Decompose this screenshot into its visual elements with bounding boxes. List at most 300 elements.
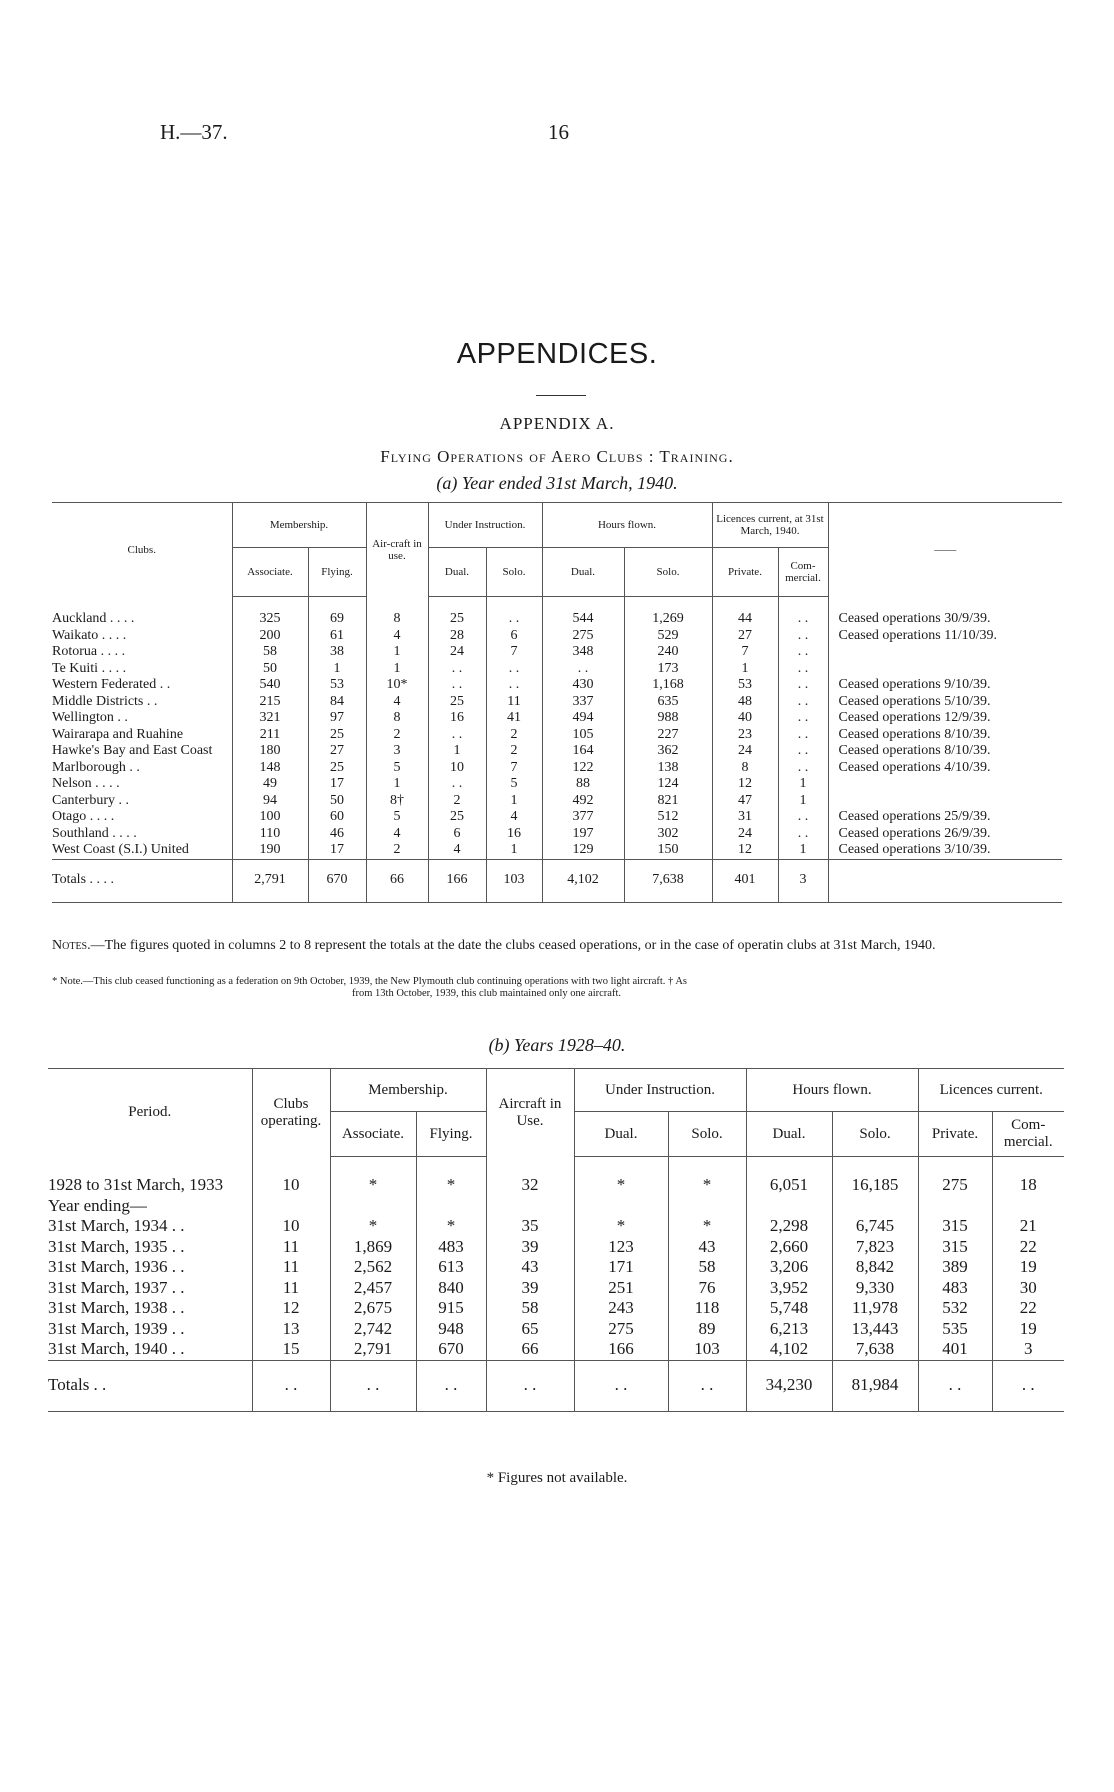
table-cell: 377: [542, 809, 624, 826]
table-cell: 1: [366, 644, 428, 661]
table-cell: 43: [486, 1257, 574, 1278]
table-cell: [416, 1196, 486, 1217]
table-cell: 1: [486, 842, 542, 859]
table-row: [48, 1237, 1064, 1258]
table-row: [52, 694, 1062, 711]
table-cell: 1: [778, 842, 828, 859]
table-cell: 3,952: [746, 1278, 832, 1299]
table-cell: 494: [542, 710, 624, 727]
table-cell: 401: [918, 1339, 992, 1360]
table-cell: . .: [428, 677, 486, 694]
table-cell: 315: [918, 1216, 992, 1237]
table-cell: 2,298: [746, 1216, 832, 1237]
col-under-instruction: Under Instruction.: [428, 503, 542, 548]
table-cell: 16: [428, 710, 486, 727]
table-cell: 30: [992, 1278, 1064, 1299]
table-cell: . .: [778, 628, 828, 645]
figures-note: * Figures not available.: [486, 1470, 628, 1486]
remarks-cell: Ceased operations 25/9/39.: [828, 809, 1062, 826]
table-row: [52, 842, 1062, 859]
table-cell: 39: [486, 1237, 574, 1258]
remarks-cell: Ceased operations 8/10/39.: [828, 727, 1062, 744]
table-cell: . .: [778, 743, 828, 760]
table-cell: *: [668, 1216, 746, 1237]
table-cell: 4: [486, 809, 542, 826]
remarks-cell: [828, 776, 1062, 793]
table-cell: 35: [486, 1216, 574, 1237]
row-label: Wairarapa and Ruahine: [52, 726, 184, 742]
row-label: Canterbury . .: [52, 792, 129, 808]
remarks-cell: [828, 644, 1062, 661]
table-cell: 38: [308, 644, 366, 661]
table-cell: 171: [574, 1257, 668, 1278]
row-label: Wellington . .: [52, 710, 128, 725]
table-cell: 124: [624, 776, 712, 793]
table-cell: 8: [366, 710, 428, 727]
table-cell: . .: [574, 1360, 668, 1411]
table-cell: 8: [712, 760, 778, 777]
table-cell: 215: [232, 694, 308, 711]
table-cell: 41: [486, 710, 542, 727]
table-cell: 32: [486, 1157, 574, 1196]
table-cell: 670: [416, 1339, 486, 1360]
table-cell: 25: [428, 809, 486, 826]
remarks-cell: [828, 793, 1062, 810]
notes-label: Notes.: [52, 938, 91, 953]
table-cell: 6,213: [746, 1319, 832, 1340]
table-cell: 69: [308, 597, 366, 628]
table-row: [52, 760, 1062, 777]
table-row: [48, 1278, 1064, 1299]
table-cell: 1: [428, 743, 486, 760]
table-cell: 31: [712, 809, 778, 826]
appendix-label: APPENDIX A.: [499, 414, 615, 433]
table-cell: 24: [712, 826, 778, 843]
table-cell: . .: [486, 677, 542, 694]
table-cell: 8†: [366, 793, 428, 810]
table-cell: 88: [542, 776, 624, 793]
table-cell: 18: [992, 1157, 1064, 1196]
table-row: [48, 1339, 1064, 1360]
col-membership: Membership.: [232, 503, 366, 548]
table-cell: . .: [486, 661, 542, 678]
row-label: Nelson . . . .: [52, 776, 120, 791]
table-cell: 7: [712, 644, 778, 661]
table-cell: 5: [486, 776, 542, 793]
col-hours-solo: Solo.: [624, 548, 712, 597]
table-cell: 44: [712, 597, 778, 628]
table-cell: *: [574, 1157, 668, 1196]
table-a-body: [52, 597, 1062, 903]
table-cell: 22: [992, 1237, 1064, 1258]
table-cell: 24: [428, 644, 486, 661]
table-cell: . .: [778, 644, 828, 661]
table-row: [48, 1157, 1064, 1196]
table-cell: 19: [992, 1257, 1064, 1278]
table-row: [52, 809, 1062, 826]
table-cell: 25: [308, 727, 366, 744]
table-cell: 821: [624, 793, 712, 810]
table-cell: 25: [308, 760, 366, 777]
table-cell: 2,660: [746, 1237, 832, 1258]
table-cell: 3: [366, 743, 428, 760]
table-cell: 2: [428, 793, 486, 810]
col-commercial: Com-mercial.: [778, 548, 828, 597]
col-period: Period.: [48, 1069, 252, 1157]
table-cell: 53: [712, 677, 778, 694]
row-label: 31st March, 1940 . .: [48, 1339, 185, 1358]
remarks-cell: [828, 661, 1062, 678]
table-row: [52, 776, 1062, 793]
table-b-heading: (b) Years 1928–40.: [488, 1035, 626, 1055]
table-cell: 2: [486, 727, 542, 744]
col-private: Private.: [918, 1112, 992, 1157]
table-cell: 103: [668, 1339, 746, 1360]
table-cell: 1: [778, 776, 828, 793]
table-cell: . .: [778, 809, 828, 826]
table-cell: 7,823: [832, 1237, 918, 1258]
table-cell: 275: [918, 1157, 992, 1196]
table-cell: 4,102: [542, 859, 624, 902]
table-cell: . .: [778, 694, 828, 711]
col-solo: Solo.: [486, 548, 542, 597]
table-cell: 4: [366, 826, 428, 843]
table-cell: 302: [624, 826, 712, 843]
remarks-cell: Ceased operations 11/10/39.: [828, 628, 1062, 645]
remarks-cell: Ceased operations 12/9/39.: [828, 710, 1062, 727]
table-cell: 66: [486, 1339, 574, 1360]
footnote-line-2: from 13th October, 1939, this club maintained only one aircraft.: [352, 988, 622, 999]
table-cell: 1: [486, 793, 542, 810]
row-label: Te Kuiti . . . .: [52, 660, 127, 676]
table-cell: 544: [542, 597, 624, 628]
row-label: 31st March, 1934 . .: [48, 1216, 185, 1235]
table-cell: 17: [308, 776, 366, 793]
table-cell: 138: [624, 760, 712, 777]
table-cell: 129: [542, 842, 624, 859]
col-aircraft: Aircraft in Use.: [486, 1069, 574, 1157]
table-cell: [486, 1196, 574, 1217]
table-cell: 61: [308, 628, 366, 645]
table-cell: 12: [712, 842, 778, 859]
table-cell: 1: [366, 776, 428, 793]
table-cell: 2,791: [330, 1339, 416, 1360]
col-dual: Dual.: [574, 1112, 668, 1157]
table-cell: *: [416, 1216, 486, 1237]
table-cell: . .: [252, 1360, 330, 1411]
table-cell: 10: [252, 1157, 330, 1196]
table-cell: *: [416, 1157, 486, 1196]
table-cell: 1,869: [330, 1237, 416, 1258]
table-row: [52, 793, 1062, 810]
col-flying: Flying.: [308, 548, 366, 597]
remarks-cell: Ceased operations 5/10/39.: [828, 694, 1062, 711]
table-cell: 389: [918, 1257, 992, 1278]
row-label: 31st March, 1939 . .: [48, 1318, 185, 1338]
table-cell: 5,748: [746, 1298, 832, 1319]
table-cell: [992, 1196, 1064, 1217]
table-row: [48, 1319, 1064, 1340]
col-licences: Licences current.: [918, 1069, 1064, 1112]
table-cell: 3: [992, 1339, 1064, 1360]
table-cell: 39: [486, 1278, 574, 1299]
table-cell: 5: [366, 809, 428, 826]
table-cell: . .: [918, 1360, 992, 1411]
table-row: [52, 661, 1062, 678]
row-label: 1928 to 31st March, 1933: [48, 1174, 224, 1194]
table-cell: 9,330: [832, 1278, 918, 1299]
table-cell: 11: [252, 1257, 330, 1278]
table-cell: 227: [624, 727, 712, 744]
table-cell: 11,978: [832, 1298, 918, 1319]
table-cell: 1: [778, 793, 828, 810]
table-cell: 10: [252, 1216, 330, 1237]
table-cell: [330, 1196, 416, 1217]
table-cell: 58: [668, 1257, 746, 1278]
table-cell: . .: [778, 826, 828, 843]
table-a-heading: (a) Year ended 31st March, 1940.: [436, 473, 678, 493]
table-cell: 10*: [366, 677, 428, 694]
table-cell: 2,742: [330, 1319, 416, 1340]
remarks-cell: Ceased operations 3/10/39.: [828, 842, 1062, 859]
table-cell: 46: [308, 826, 366, 843]
table-cell: 66: [366, 859, 428, 902]
table-cell: 840: [416, 1278, 486, 1299]
table-cell: 4: [428, 842, 486, 859]
notes-text: —The figures quoted in columns 2 to 8 represent the totals at the date the clubs ceased operations, or in the case of operatin clubs at 31st March, 1940.: [90, 938, 936, 953]
row-label: 31st March, 1935 . .: [48, 1236, 185, 1256]
table-cell: 103: [486, 859, 542, 902]
table-cell: 118: [668, 1298, 746, 1319]
row-label: 31st March, 1938 . .: [48, 1298, 185, 1317]
table-cell: 512: [624, 809, 712, 826]
table-b-body: [48, 1157, 1064, 1412]
table-cell: 89: [668, 1319, 746, 1340]
table-cell: [252, 1196, 330, 1217]
table-cell: 275: [542, 628, 624, 645]
table-row: [52, 628, 1062, 645]
table-cell: 3: [778, 859, 828, 902]
table-cell: 6,051: [746, 1157, 832, 1196]
table-cell: 22: [992, 1298, 1064, 1319]
table-cell: 670: [308, 859, 366, 902]
table-cell: 97: [308, 710, 366, 727]
table-cell: 430: [542, 677, 624, 694]
table-cell: 5: [366, 760, 428, 777]
row-label: Southland . . . .: [52, 825, 137, 841]
col-associate: Associate.: [232, 548, 308, 597]
table-cell: 27: [712, 628, 778, 645]
col-solo: Solo.: [668, 1112, 746, 1157]
table-cell: 613: [416, 1257, 486, 1278]
table-cell: . .: [428, 727, 486, 744]
row-label: 31st March, 1936 . .: [48, 1257, 185, 1276]
table-cell: 12: [252, 1298, 330, 1319]
table-cell: 2,675: [330, 1298, 416, 1319]
notes: [52, 938, 1064, 954]
col-hours-dual: Dual.: [542, 548, 624, 597]
table-cell: . .: [330, 1360, 416, 1411]
table-cell: 325: [232, 597, 308, 628]
remarks-cell: Ceased operations 26/9/39.: [828, 826, 1062, 843]
table-cell: 2,562: [330, 1257, 416, 1278]
col-hours-flown: Hours flown.: [542, 503, 712, 548]
table-cell: [832, 1196, 918, 1217]
table-cell: 150: [624, 842, 712, 859]
table-cell: 532: [918, 1298, 992, 1319]
remarks-cell: Ceased operations 9/10/39.: [828, 677, 1062, 694]
footnote: [52, 976, 1064, 1000]
table-cell: 24: [712, 743, 778, 760]
table-row: [52, 727, 1062, 744]
row-label: West Coast (S.I.) United: [52, 842, 189, 857]
table-cell: 110: [232, 826, 308, 843]
table-cell: . .: [486, 597, 542, 628]
row-label: Middle Districts . .: [52, 693, 158, 709]
table-cell: 6: [486, 628, 542, 645]
table-cell: 348: [542, 644, 624, 661]
table-row: [48, 1196, 1064, 1217]
table-cell: . .: [668, 1360, 746, 1411]
appendix-subtitle: Flying Operations of Aero Clubs : Training.: [380, 447, 734, 466]
table-cell: . .: [992, 1360, 1064, 1411]
table-cell: 12: [712, 776, 778, 793]
table-cell: 25: [428, 597, 486, 628]
col-clubs-operating: Clubs operating.: [252, 1069, 330, 1157]
table-cell: *: [668, 1157, 746, 1196]
table-cell: 10: [428, 760, 486, 777]
table-cell: 11: [252, 1237, 330, 1258]
table-cell: 50: [232, 661, 308, 678]
table-cell: 211: [232, 727, 308, 744]
col-aircraft: Air-craft in use.: [366, 503, 428, 597]
table-cell: 275: [574, 1319, 668, 1340]
table-cell: 4: [366, 694, 428, 711]
row-label: Auckland . . . .: [52, 610, 135, 626]
table-cell: . .: [778, 677, 828, 694]
table-cell: 1: [366, 661, 428, 678]
row-label: Hawke's Bay and East Coast: [52, 743, 213, 758]
table-cell: 166: [574, 1339, 668, 1360]
table-cell: 180: [232, 743, 308, 760]
table-cell: *: [330, 1216, 416, 1237]
table-cell: 2: [486, 743, 542, 760]
table-cell: . .: [778, 760, 828, 777]
table-cell: 84: [308, 694, 366, 711]
table-cell: 19: [992, 1319, 1064, 1340]
table-cell: . .: [778, 727, 828, 744]
table-cell: 15: [252, 1339, 330, 1360]
table-row: [52, 710, 1062, 727]
remarks-cell: [828, 859, 1062, 902]
table-cell: [918, 1196, 992, 1217]
table-cell: 11: [486, 694, 542, 711]
table-cell: 122: [542, 760, 624, 777]
table-cell: 7: [486, 760, 542, 777]
table-cell: 23: [712, 727, 778, 744]
table-cell: 200: [232, 628, 308, 645]
table-cell: 948: [416, 1319, 486, 1340]
table-row: [48, 1298, 1064, 1319]
table-cell: 47: [712, 793, 778, 810]
table-cell: 1,269: [624, 597, 712, 628]
table-cell: 635: [624, 694, 712, 711]
col-hours-solo: Solo.: [832, 1112, 918, 1157]
table-cell: 65: [486, 1319, 574, 1340]
remarks-cell: Ceased operations 4/10/39.: [828, 760, 1062, 777]
table-cell: 3,206: [746, 1257, 832, 1278]
table-cell: 2,457: [330, 1278, 416, 1299]
table-cell: 535: [918, 1319, 992, 1340]
table-cell: [574, 1196, 668, 1217]
table-cell: 123: [574, 1237, 668, 1258]
row-label: 31st March, 1937 . .: [48, 1277, 185, 1297]
table-row: [52, 743, 1062, 760]
row-label: Western Federated . .: [52, 677, 171, 692]
table-cell: 6,745: [832, 1216, 918, 1237]
document-code: H.—37.: [160, 120, 228, 144]
table-cell: 337: [542, 694, 624, 711]
table-cell: 4,102: [746, 1339, 832, 1360]
col-under-instruction: Under Instruction.: [574, 1069, 746, 1112]
page-number: 16: [548, 120, 569, 144]
totals-row: [52, 859, 1062, 902]
table-cell: 197: [542, 826, 624, 843]
table-cell: 28: [428, 628, 486, 645]
table-cell: [746, 1196, 832, 1217]
table-cell: 173: [624, 661, 712, 678]
table-cell: 362: [624, 743, 712, 760]
table-cell: 148: [232, 760, 308, 777]
table-cell: 7,638: [624, 859, 712, 902]
remarks-cell: Ceased operations 8/10/39.: [828, 743, 1062, 760]
col-commercial: Com-mercial.: [992, 1112, 1064, 1157]
table-cell: 483: [416, 1237, 486, 1258]
table-cell: 16,185: [832, 1157, 918, 1196]
table-cell: [668, 1196, 746, 1217]
table-cell: 13: [252, 1319, 330, 1340]
table-cell: 321: [232, 710, 308, 727]
col-membership: Membership.: [330, 1069, 486, 1112]
table-cell: 483: [918, 1278, 992, 1299]
table-cell: 58: [486, 1298, 574, 1319]
table-cell: 401: [712, 859, 778, 902]
table-cell: 100: [232, 809, 308, 826]
table-cell: 2,791: [232, 859, 308, 902]
table-cell: 243: [574, 1298, 668, 1319]
col-dual: Dual.: [428, 548, 486, 597]
col-remarks: ——: [828, 503, 1062, 597]
row-label: Otago . . . .: [52, 809, 115, 824]
table-cell: 251: [574, 1278, 668, 1299]
table-cell: . .: [416, 1360, 486, 1411]
table-cell: 492: [542, 793, 624, 810]
table-row: [52, 597, 1062, 628]
col-licences: Licences current, at 31st March, 1940.: [712, 503, 828, 548]
table-cell: 105: [542, 727, 624, 744]
table-cell: 16: [486, 826, 542, 843]
table-row: [52, 677, 1062, 694]
table-cell: 1,168: [624, 677, 712, 694]
table-cell: 166: [428, 859, 486, 902]
remarks-cell: Ceased operations 30/9/39.: [828, 597, 1062, 628]
table-cell: 988: [624, 710, 712, 727]
table-cell: 76: [668, 1278, 746, 1299]
table-cell: . .: [778, 597, 828, 628]
row-label: Totals . . . .: [52, 859, 232, 902]
table-cell: 21: [992, 1216, 1064, 1237]
table-cell: 11: [252, 1278, 330, 1299]
